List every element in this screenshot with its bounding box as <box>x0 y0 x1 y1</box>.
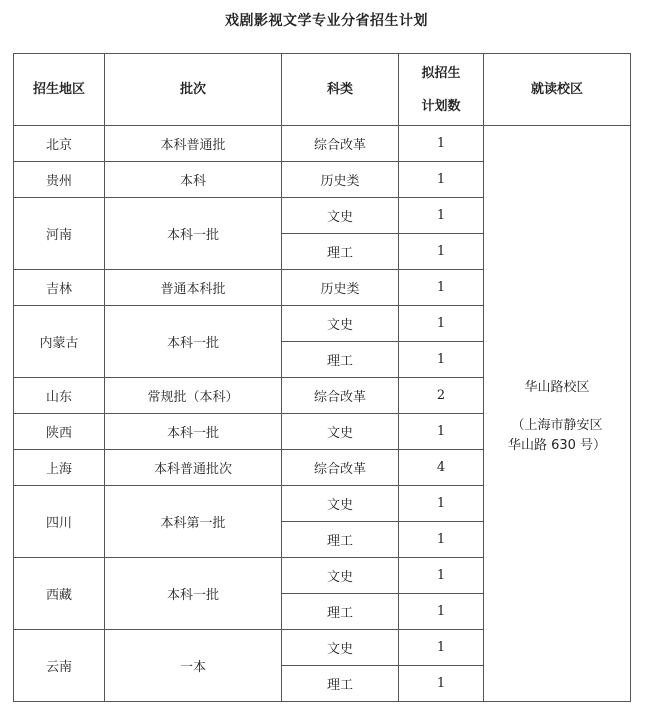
subject-cell: 历史类 <box>282 162 399 198</box>
quota-cell: 1 <box>399 594 484 630</box>
subject-cell: 理工 <box>282 594 399 630</box>
region-cell: 贵州 <box>14 162 105 198</box>
header-quota <box>399 54 484 126</box>
header-quota-line2: 计划数 <box>421 98 461 114</box>
quota-cell: 1 <box>399 234 484 270</box>
header-region: 招生地区 <box>14 54 105 126</box>
batch-cell: 常规批（本科） <box>105 378 282 414</box>
region-cell: 陕西 <box>14 414 105 450</box>
campus-address-line2: 华山路 630 号） <box>507 437 607 453</box>
subject-cell: 文史 <box>282 306 399 342</box>
campus-cell <box>484 126 631 702</box>
header-subject: 科类 <box>282 54 399 126</box>
campus-name: 华山路校区 <box>524 379 590 395</box>
subject-cell: 理工 <box>282 522 399 558</box>
quota-cell: 1 <box>399 126 484 162</box>
region-cell: 四川 <box>14 486 105 558</box>
quota-cell: 1 <box>399 630 484 666</box>
region-cell: 河南 <box>14 198 105 270</box>
region-cell: 西藏 <box>14 558 105 630</box>
batch-cell: 本科 <box>105 162 282 198</box>
page-title: 戏剧影视文学专业分省招生计划 <box>225 13 428 29</box>
quota-cell: 1 <box>399 270 484 306</box>
table-row <box>14 126 631 162</box>
subject-cell: 文史 <box>282 414 399 450</box>
batch-cell: 本科一批 <box>105 414 282 450</box>
quota-cell: 1 <box>399 342 484 378</box>
quota-cell: 4 <box>399 450 484 486</box>
batch-cell: 本科普通批 <box>105 126 282 162</box>
admission-plan-table <box>13 53 631 702</box>
header-quota-line1: 拟招生 <box>421 65 461 81</box>
region-cell: 内蒙古 <box>14 306 105 378</box>
batch-cell: 本科一批 <box>105 558 282 630</box>
region-cell: 上海 <box>14 450 105 486</box>
region-cell: 吉林 <box>14 270 105 306</box>
subject-cell: 理工 <box>282 234 399 270</box>
region-cell: 山东 <box>14 378 105 414</box>
subject-cell: 综合改革 <box>282 450 399 486</box>
batch-cell: 本科一批 <box>105 306 282 378</box>
batch-cell: 本科一批 <box>105 198 282 270</box>
campus-address-line1: （上海市静安区 <box>511 417 603 433</box>
quota-cell: 1 <box>399 306 484 342</box>
quota-cell: 1 <box>399 414 484 450</box>
subject-cell: 综合改革 <box>282 126 399 162</box>
subject-cell: 文史 <box>282 198 399 234</box>
batch-cell: 本科普通批次 <box>105 450 282 486</box>
subject-cell: 综合改革 <box>282 378 399 414</box>
subject-cell: 文史 <box>282 558 399 594</box>
region-cell: 北京 <box>14 126 105 162</box>
quota-cell: 1 <box>399 162 484 198</box>
batch-cell: 一本 <box>105 630 282 702</box>
table-header-row <box>14 54 631 126</box>
quota-cell: 1 <box>399 558 484 594</box>
batch-cell: 本科第一批 <box>105 486 282 558</box>
subject-cell: 理工 <box>282 342 399 378</box>
subject-cell: 文史 <box>282 630 399 666</box>
subject-cell: 理工 <box>282 666 399 702</box>
quota-cell: 2 <box>399 378 484 414</box>
subject-cell: 文史 <box>282 486 399 522</box>
quota-cell: 1 <box>399 666 484 702</box>
quota-cell: 1 <box>399 522 484 558</box>
subject-cell: 历史类 <box>282 270 399 306</box>
header-campus: 就读校区 <box>484 54 631 126</box>
quota-cell: 1 <box>399 198 484 234</box>
quota-cell: 1 <box>399 486 484 522</box>
batch-cell: 普通本科批 <box>105 270 282 306</box>
header-batch: 批次 <box>105 54 282 126</box>
region-cell: 云南 <box>14 630 105 702</box>
